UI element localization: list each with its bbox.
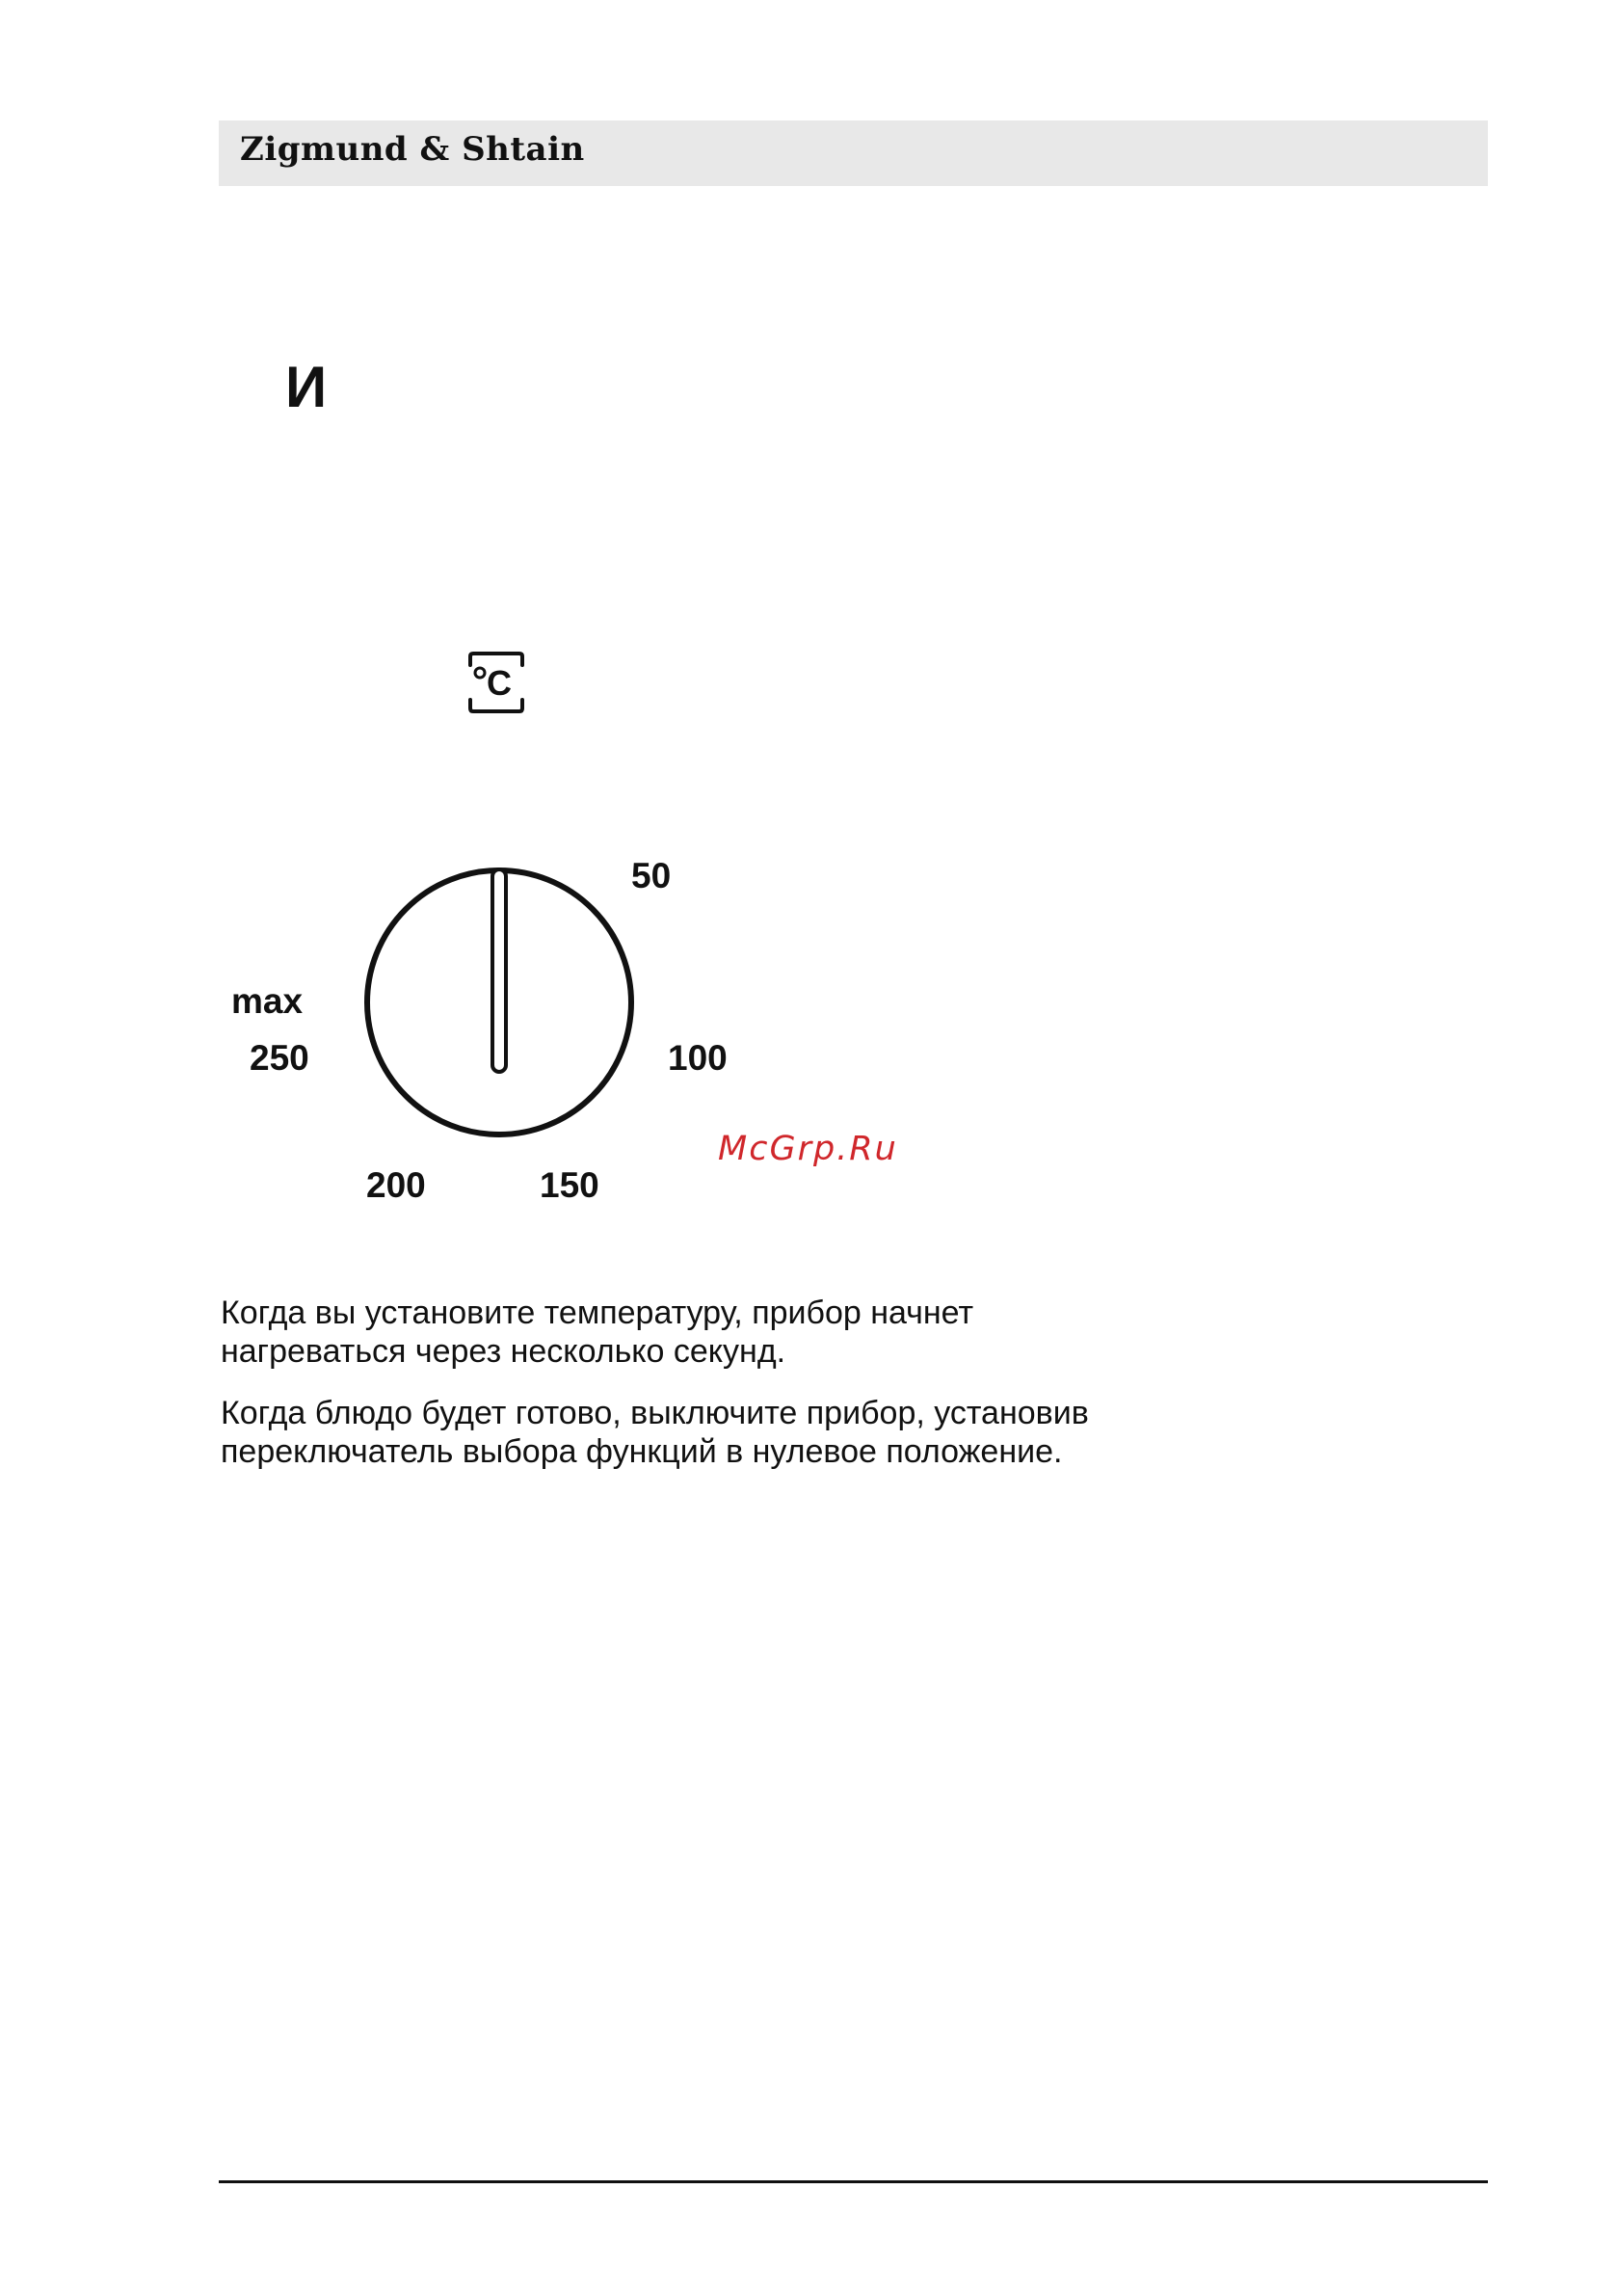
footer-rule (219, 2180, 1488, 2183)
paragraph-line: Когда блюдо будет готово, выключите прибор, установив (221, 1395, 1089, 1431)
dial-label-250: 250 (250, 1038, 309, 1078)
paragraph-1 (221, 1294, 1281, 1371)
dial-label-150: 150 (540, 1165, 599, 1205)
svg-text:C: C (487, 663, 512, 703)
paragraph-line: переключатель выбора функций в нулевое положение. (221, 1433, 1063, 1470)
temperature-dial (357, 858, 646, 1152)
dial-pointer (492, 869, 506, 1072)
dial-label-100: 100 (668, 1038, 728, 1078)
celsius-icon (466, 652, 526, 718)
section-letter: И (285, 355, 328, 419)
dial-label-50: 50 (631, 856, 672, 895)
paragraph-line: Когда вы установите температуру, прибор начнет (221, 1295, 974, 1331)
header-bar (219, 120, 1488, 186)
paragraph-line: нагреваться через несколько секунд. (221, 1333, 786, 1370)
brand-logo: Zigmund & Shtain (240, 130, 585, 169)
dial-label-200: 200 (366, 1165, 426, 1205)
dial-label-max: max (231, 981, 304, 1021)
watermark: McGrp.Ru (718, 1130, 898, 1168)
paragraph-2 (221, 1394, 1281, 1471)
